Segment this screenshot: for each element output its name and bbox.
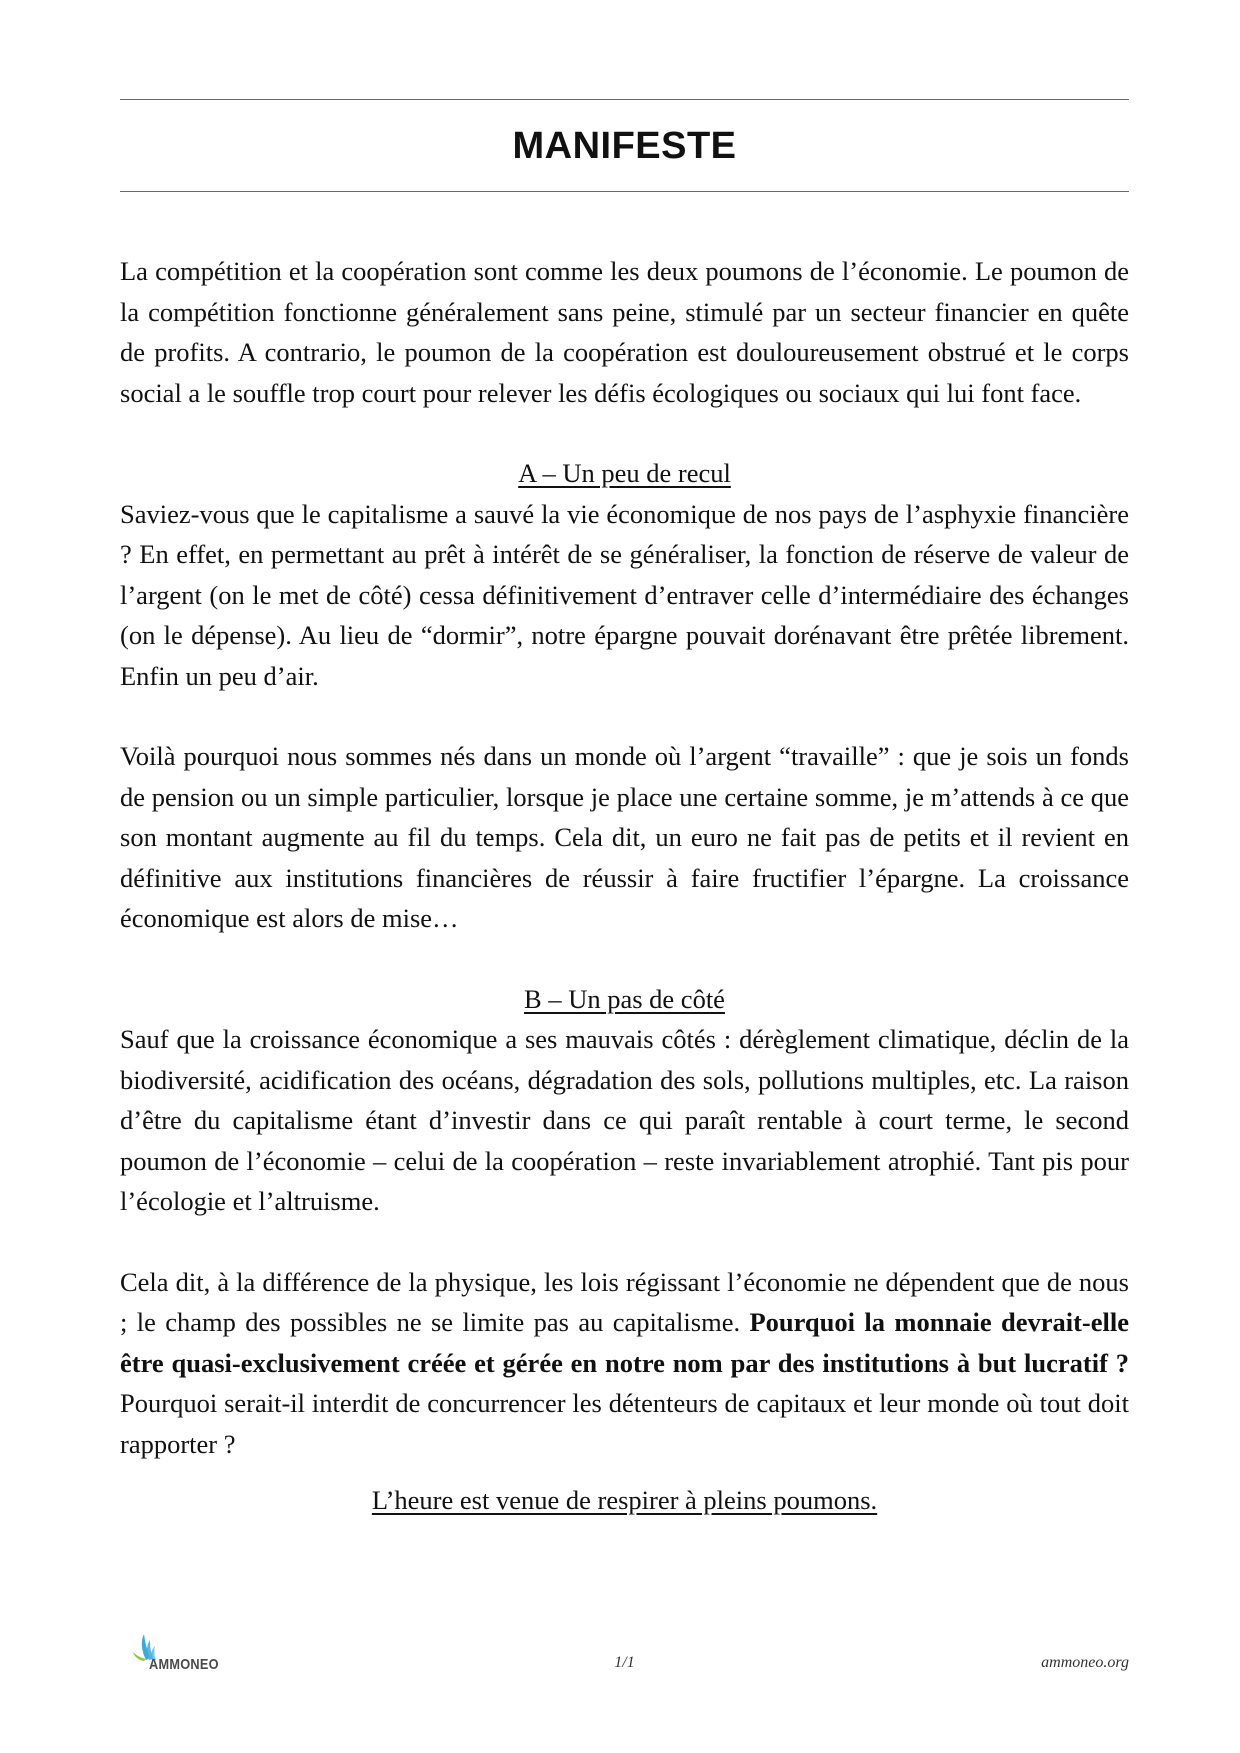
- closing-statement: L’heure est venue de respirer à pleins poumons.: [371, 1485, 878, 1515]
- section-b-paragraph-2-bold: Pourquoi la monnaie devrait-elle être quasi-exclusivement créée et gérée en notre nom par des institutions à but lucratif ?: [120, 1307, 1129, 1378]
- bottom-rule: [120, 191, 1129, 192]
- page-footer: [120, 1632, 1129, 1682]
- section-b-paragraph-1: Sauf que la croissance économique a ses mauvais côtés : dérèglement climatique, déclin de la biodiversité, acidification des océans, dégradation des sols, pollutions multiples, etc. La raison d’être du capitalisme étant d’investir dans ce qui paraît rentable à court terme, le second poumon de l’économie – celui de la coopération – reste invariablement atrophié. Tant pis pour l’écologie et l’altruisme.: [120, 1024, 1129, 1216]
- page-number: 1/1: [614, 1654, 635, 1671]
- section-b-paragraph-2-end: Pourquoi serait-il interdit de concurrencer les détenteurs de capitaux et leur monde où tout doit rapporter ?: [120, 1388, 1129, 1459]
- section-a-paragraph-1: Saviez-vous que le capitalisme a sauvé la vie économique de nos pays de l’asphyxie financière ? En effet, en permettant au prêt à intérêt de se généraliser, la fonction de réserve de valeur de l’argent (on le met de côté) cessa définitivement d’entraver celle d’intermédiaire des échanges (on le dépense). Au lieu de “dormir”, notre épargne pouvait dorénavant être prêtée librement. Enfin un peu d’air.: [120, 498, 1129, 691]
- top-rule: [120, 99, 1129, 100]
- page-title: MANIFESTE: [512, 125, 737, 167]
- section-a-heading: A – Un peu de recul: [518, 458, 731, 488]
- section-b-paragraph-2: [120, 1262, 1129, 1465]
- document-body: [120, 251, 1129, 1521]
- section-b-paragraph-2-start: Cela dit, à la différence de la physique, les lois régissant l’économie ne dépendent que de nous ; le champ des possibles ne se limite pas au capitalisme.: [120, 1266, 1129, 1337]
- intro-paragraph: La compétition et la coopération sont comme les deux poumons de l’économie. Le poumon de la compétition fonctionne généralement sans peine, stimulé par un secteur financier en quête de profits. A contrario, le poumon de la coopération est douloureusement obstrué et le corps social a le souffle trop court pour relever les défis écologiques ou sociaux qui lui font face.: [120, 256, 1129, 408]
- section-a-paragraph-2: Voilà pourquoi nous sommes nés dans un monde où l’argent “travaille” : que je sois un fonds de pension ou un simple particulier, lorsque je place une certaine somme, je m’attends à ce que son montant augmente au fil du temps. Cela dit, un euro ne fait pas de petits et il revient en définitive aux institutions financières de réussir à faire fructifier l’épargne. La croissance économique est alors de mise…: [120, 741, 1129, 933]
- website-link[interactable]: ammoneo.org: [1041, 1654, 1129, 1671]
- section-b-heading: B – Un pas de côté: [524, 983, 725, 1014]
- logo-text: AMMONEO: [149, 1656, 219, 1673]
